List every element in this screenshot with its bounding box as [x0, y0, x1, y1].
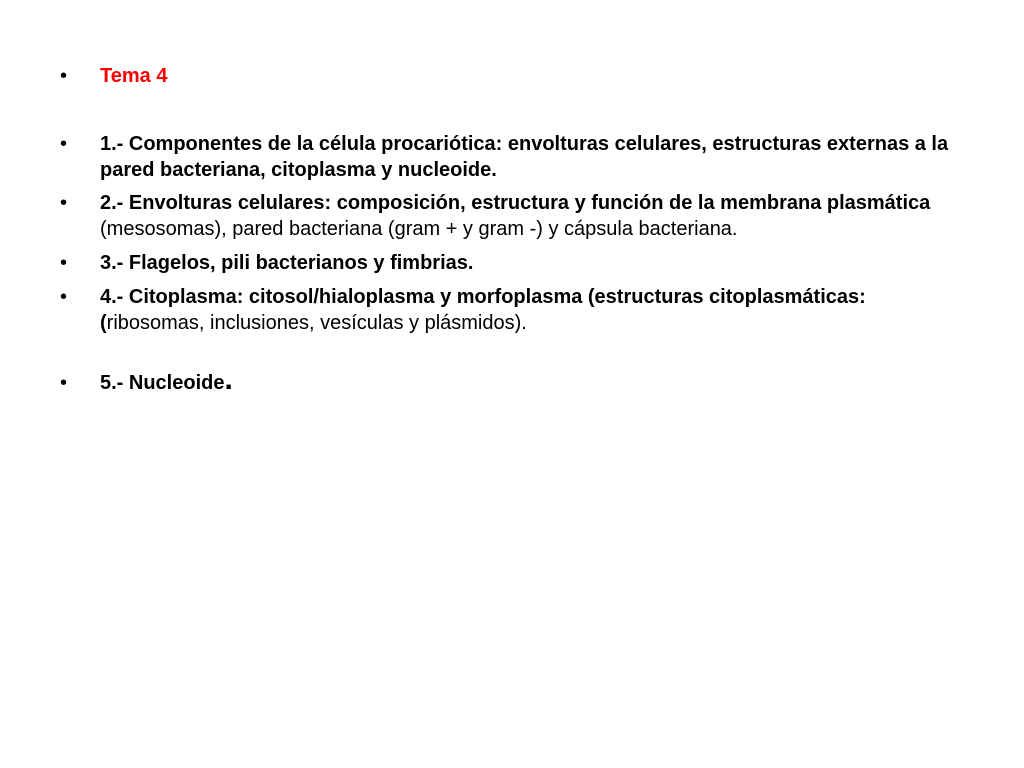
title-item	[60, 63, 960, 89]
topic-item-1	[60, 131, 960, 183]
topic-item-2	[60, 190, 960, 242]
bullet-icon: •	[60, 133, 68, 155]
topic-text	[100, 363, 960, 396]
topic-bold-text: 1.- Componentes de la célula procariótica: envolturas celulares, estructuras externas a la pared bacteriana, citoplasma y nucleoide.	[100, 133, 949, 181]
topic-bold-text: 4.- Citoplasma: citosol/hialoplasma y morfoplasma (estructuras citoplasmáticas: (	[100, 286, 866, 334]
topic-normal-text: (mesosomas), pared bacteriana (gram + y gram -) y cápsula bacteriana.	[100, 218, 738, 240]
bullet-icon: •	[60, 372, 68, 394]
bullet-icon: •	[60, 192, 68, 214]
topic-bold-text: 2.- Envolturas celulares: composición, estructura y función de la membrana plasmática	[100, 192, 931, 214]
topic-item-4	[60, 284, 960, 336]
topic-bold-text: 3.- Flagelos, pili bacterianos y fimbrias.	[100, 252, 474, 274]
topic-text	[100, 250, 960, 276]
bullet-icon: •	[60, 286, 68, 308]
topic-bold-text: 5.- Nucleoide	[100, 372, 225, 394]
topic-text	[100, 131, 960, 183]
bullet-icon: •	[60, 252, 68, 274]
bullet-icon: •	[60, 65, 68, 87]
topic-normal-text: ribosomas, inclusiones, vesículas y plásmidos).	[106, 312, 527, 334]
topic-item-3	[60, 250, 960, 276]
slide-title: Tema 4	[100, 65, 168, 87]
topic-item-5	[60, 363, 960, 396]
topic-period: .	[224, 363, 233, 396]
topic-text	[100, 190, 960, 242]
topic-text	[100, 284, 960, 336]
